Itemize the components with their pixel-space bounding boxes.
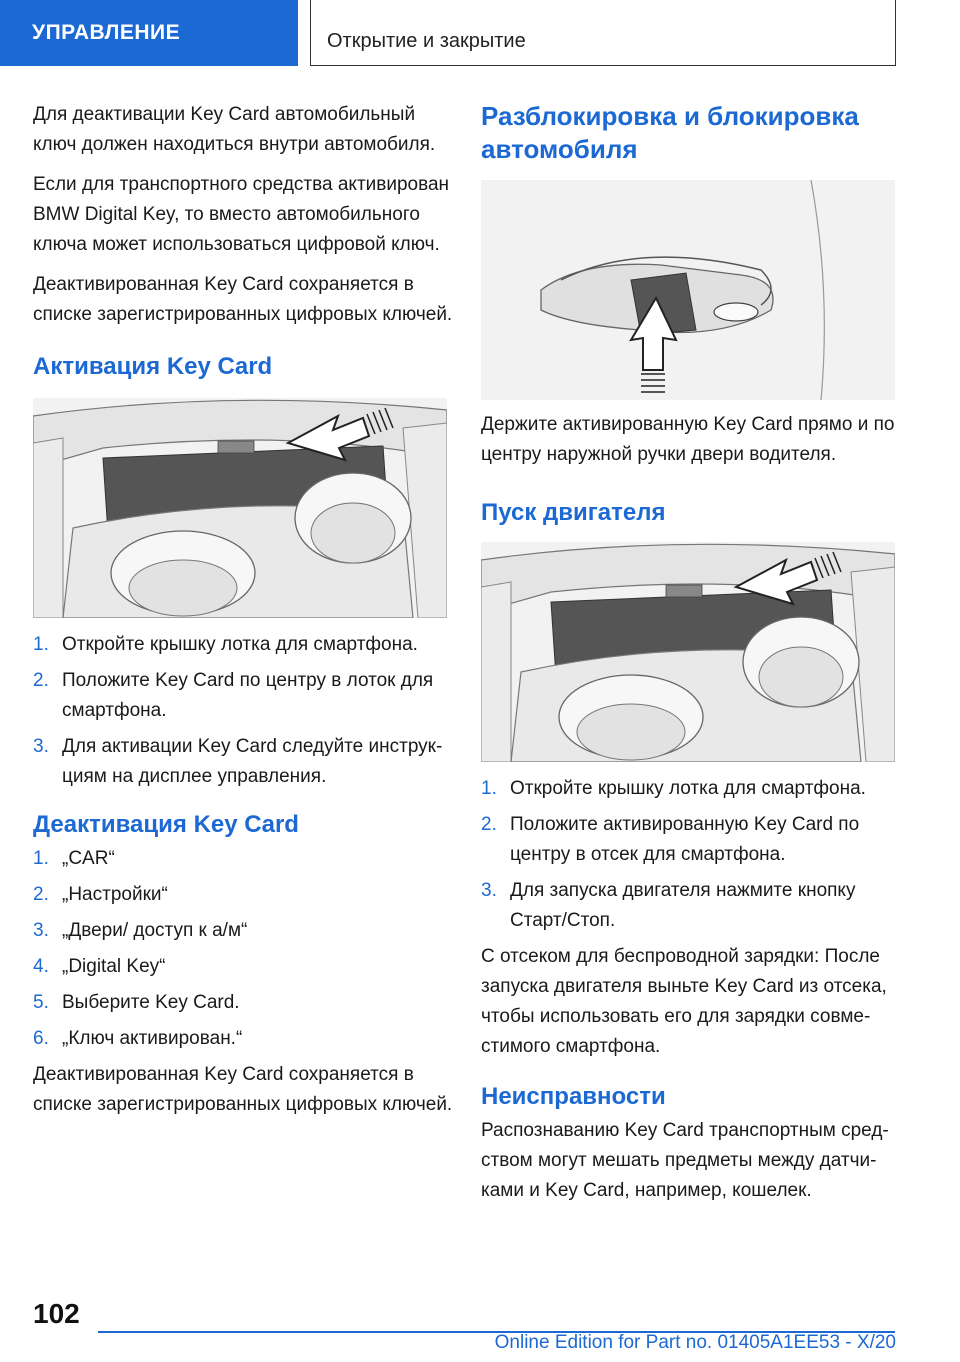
page-number: 102 — [33, 1298, 80, 1329]
footer-edition: Online Edition for Part no. 01405A1EE53 - X/20 — [494, 1332, 896, 1353]
fault-heading: Неисправности — [481, 1083, 666, 1110]
list-item: 4. „Digital Key“ — [33, 956, 166, 977]
paragraph: Деактивированная Key Card сохраняется в списке зарегистрированных цифровых ключей. — [33, 1064, 453, 1115]
list-item: 2. Положите Key Card по центру в лоток для смартфона. — [33, 670, 434, 721]
paragraph: Держите активированную Key Card прямо и по центру наружной ручки двери водителя. — [481, 414, 895, 465]
deactivation-heading: Деактивация Key Card — [33, 811, 299, 838]
page-header — [0, 0, 960, 66]
paragraph: Деактивированная Key Card сохраняется в списке зарегистрированных цифровых ключей. — [33, 274, 453, 325]
list-item: 1. Откройте крышку лотка для смартфона. — [33, 634, 418, 655]
start-steps — [481, 774, 901, 936]
list-item: 3. Для активации Key Card следуйте инструкциям на дисплее управления. — [33, 736, 443, 787]
smartphone-tray-figure — [33, 398, 447, 618]
list-item: 2. „Настройки“ — [33, 884, 168, 905]
list-item: 2. Положите активированную Key Card по центру в отсек для смартфона. — [481, 814, 860, 865]
right-column — [481, 100, 901, 1216]
unlock-heading: Разблокировка и блокировка автомобиля — [481, 101, 859, 164]
charging-tray-figure — [481, 542, 895, 762]
list-item: 6. „Ключ активирован.“ — [33, 1028, 243, 1049]
list-item: 3. „Двери/ доступ к а/м“ — [33, 920, 248, 941]
paragraph: Распознаванию Key Card транспортным средством могут мешать предметы между датчиками и Key Card, например, кошелек. — [481, 1120, 889, 1201]
list-item: 1. Откройте крышку лотка для смартфона. — [481, 778, 866, 799]
section-tab[interactable]: УПРАВЛЕНИЕ — [0, 0, 298, 66]
paragraph: Для деактивации Key Card автомобильный ключ должен находиться внутри автомобиля. — [33, 104, 436, 155]
start-heading: Пуск двигателя — [481, 499, 666, 526]
list-item: 1. „CAR“ — [33, 848, 115, 869]
list-item: 5. Выберите Key Card. — [33, 992, 240, 1013]
deactivation-steps — [33, 844, 453, 1054]
left-column — [33, 100, 453, 1130]
activation-steps — [33, 630, 453, 792]
list-item: 3. Для запуска двигателя нажмите кнопку Старт/Стоп. — [481, 880, 856, 931]
paragraph: Если для транспортного средства активирован BMW Digital Key, то вместо автомобильного ключа может использоваться цифровой ключ. — [33, 174, 450, 255]
paragraph: С отсеком для беспроводной зарядки: После запуска двигателя выньте Key Card из отсека, чтобы использовать его для зарядки совместимого смартфона. — [481, 946, 887, 1057]
chapter-title: Открытие и закрытие — [310, 0, 896, 66]
activation-heading: Активация Key Card — [33, 353, 273, 380]
door-handle-figure — [481, 180, 895, 400]
